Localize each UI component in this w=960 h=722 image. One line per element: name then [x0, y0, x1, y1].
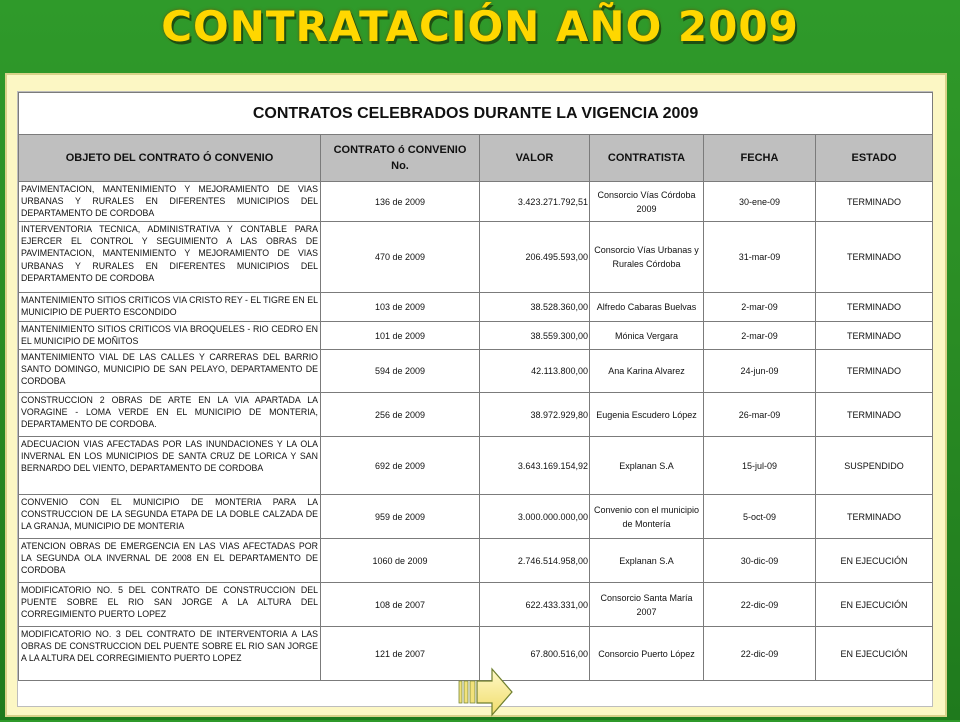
cell-objeto: MODIFICATORIO NO. 3 DEL CONTRATO DE INTERVENTORIA A LAS OBRAS DE CONSTRUCCION DEL PUENTE SOBRE EL RIO SAN JORGE A LA ALTURA DEL CORREGIMIENTO PUERTO LOPEZ	[19, 627, 321, 681]
cell-estado: TERMINADO	[816, 495, 933, 539]
cell-fecha: 31-mar-09	[704, 222, 816, 293]
cell-fecha: 24-jun-09	[704, 350, 816, 393]
cell-valor: 38.559.300,00	[480, 322, 590, 350]
cell-contratista: Alfredo Cabaras Buelvas	[590, 293, 704, 322]
cell-valor: 622.433.331,00	[480, 583, 590, 627]
cell-contratista: Mónica Vergara	[590, 322, 704, 350]
cell-valor: 42.113.800,00	[480, 350, 590, 393]
cell-fecha: 15-jul-09	[704, 437, 816, 495]
cell-contratista: Consorcio Santa María 2007	[590, 583, 704, 627]
contracts-table	[18, 92, 933, 681]
table-row	[19, 222, 933, 293]
cell-contratista: Consorcio Puerto López	[590, 627, 704, 681]
cell-valor: 38.528.360,00	[480, 293, 590, 322]
cell-numero: 108 de 2007	[321, 583, 480, 627]
cell-objeto: ADECUACION VIAS AFECTADAS POR LAS INUNDACIONES Y LA OLA INVERNAL EN LOS MUNICIPIOS DE SANTA CRUZ DE LORICA Y SAN BERNARDO DEL VIENTO, DEPARTAMENTO DE CORDOBA	[19, 437, 321, 495]
cell-estado: EN EJECUCIÓN	[816, 539, 933, 583]
cell-valor: 3.423.271.792,51	[480, 182, 590, 222]
table-row	[19, 182, 933, 222]
cell-numero: 470 de 2009	[321, 222, 480, 293]
cell-fecha: 22-dic-09	[704, 627, 816, 681]
cell-numero: 103 de 2009	[321, 293, 480, 322]
cell-estado: TERMINADO	[816, 322, 933, 350]
cell-contratista: Consorcio Vías Córdoba 2009	[590, 182, 704, 222]
cell-numero: 692 de 2009	[321, 437, 480, 495]
cell-contratista: Explanan S.A	[590, 437, 704, 495]
cell-contratista: Convenio con el municipio de Montería	[590, 495, 704, 539]
cell-estado: TERMINADO	[816, 393, 933, 437]
cell-fecha: 26-mar-09	[704, 393, 816, 437]
table-row	[19, 293, 933, 322]
cell-estado: EN EJECUCIÓN	[816, 627, 933, 681]
cell-contratista: Ana Karina Alvarez	[590, 350, 704, 393]
table-row	[19, 393, 933, 437]
cell-contratista: Eugenia Escudero López	[590, 393, 704, 437]
cell-objeto: INTERVENTORIA TECNICA, ADMINISTRATIVA Y CONTABLE PARA EJERCER EL CONTROL Y SEGUIMIENTO A LAS OBRAS DE PAVIMENTACION, MANTENIMIENTO Y MEJORAMIENTO DE VIAS URBANAS Y RURALES EN DIFERENTES MUNICIPIOS DEL DEPARTAMENTO DE CORDOBA	[19, 222, 321, 293]
cell-contratista: Consorcio Vías Urbanas y Rurales Córdoba	[590, 222, 704, 293]
cell-numero: 101 de 2009	[321, 322, 480, 350]
page-title: CONTRATACIÓN AÑO 2009	[161, 2, 799, 51]
cell-numero: 959 de 2009	[321, 495, 480, 539]
cell-fecha: 2-mar-09	[704, 322, 816, 350]
header-fecha: FECHA	[704, 135, 816, 182]
cell-objeto: ATENCION OBRAS DE EMERGENCIA EN LAS VIAS AFECTADAS POR LA SEGUNDA OLA INVERNAL DE 2008 EN EL DEPARTAMENTO DE CORDOBA	[19, 539, 321, 583]
cell-estado: TERMINADO	[816, 182, 933, 222]
cell-valor: 206.495.593,00	[480, 222, 590, 293]
cell-estado: TERMINADO	[816, 293, 933, 322]
cell-valor: 3.000.000.000,00	[480, 495, 590, 539]
cell-contratista: Explanan S.A	[590, 539, 704, 583]
cell-numero: 1060 de 2009	[321, 539, 480, 583]
cell-objeto: MODIFICATORIO NO. 5 DEL CONTRATO DE CONSTRUCCION DEL PUENTE SOBRE EL RIO SAN JORGE A LA ALTURA DEL CORREGIMIENTO PUERTO LOPEZ	[19, 583, 321, 627]
header-numero: CONTRATO ó CONVENIO No.	[321, 135, 480, 182]
cell-numero: 594 de 2009	[321, 350, 480, 393]
cell-objeto: MANTENIMIENTO VIAL DE LAS CALLES Y CARRERAS DEL BARRIO SANTO DOMINGO, MUNICIPIO DE SAN PELAYO, DEPARTAMENTO DE CORDOBA	[19, 350, 321, 393]
table-row	[19, 495, 933, 539]
cell-valor: 38.972.929,80	[480, 393, 590, 437]
table-row	[19, 539, 933, 583]
cell-objeto: CONVENIO CON EL MUNICIPIO DE MONTERIA PARA LA CONSTRUCCION DE LA SEGUNDA ETAPA DE LA DOBLE CALZADA DE LA GRANJA, MUNICIPIO DE MONTERIA	[19, 495, 321, 539]
cell-numero: 136 de 2009	[321, 182, 480, 222]
cell-estado: TERMINADO	[816, 350, 933, 393]
arrow-right-icon[interactable]	[458, 667, 514, 717]
contracts-sheet	[17, 91, 933, 707]
cell-objeto: MANTENIMIENTO SITIOS CRITICOS VIA CRISTO REY - EL TIGRE EN EL MUNICIPIO DE PUERTO ESCONDIDO	[19, 293, 321, 322]
table-row	[19, 322, 933, 350]
header-contratista: CONTRATISTA	[590, 135, 704, 182]
cell-fecha: 30-ene-09	[704, 182, 816, 222]
table-caption: CONTRATOS CELEBRADOS DURANTE LA VIGENCIA 2009	[19, 93, 933, 135]
cell-valor: 3.643.169.154,92	[480, 437, 590, 495]
cell-valor: 67.800.516,00	[480, 627, 590, 681]
cell-numero: 256 de 2009	[321, 393, 480, 437]
cell-objeto: CONSTRUCCION 2 OBRAS DE ARTE EN LA VIA APARTADA LA VORAGINE - LOMA VERDE EN EL MUNICIPIO DE MONTERIA, DEPARTAMENTO DE CORDOBA.	[19, 393, 321, 437]
cell-fecha: 2-mar-09	[704, 293, 816, 322]
table-row	[19, 437, 933, 495]
cell-valor: 2.746.514.958,00	[480, 539, 590, 583]
cell-fecha: 5-oct-09	[704, 495, 816, 539]
cell-estado: EN EJECUCIÓN	[816, 583, 933, 627]
header-valor: VALOR	[480, 135, 590, 182]
table-row	[19, 583, 933, 627]
cell-objeto: PAVIMENTACION, MANTENIMIENTO Y MEJORAMIENTO DE VIAS URBANAS Y RURALES EN DIFERENTES MUNICIPIOS DEL DEPARTAMENTO DE CORDOBA	[19, 182, 321, 222]
cell-fecha: 30-dic-09	[704, 539, 816, 583]
cell-numero: 121 de 2007	[321, 627, 480, 681]
cell-fecha: 22-dic-09	[704, 583, 816, 627]
header-objeto: OBJETO DEL CONTRATO Ó CONVENIO	[19, 135, 321, 182]
cell-objeto: MANTENIMIENTO SITIOS CRITICOS VIA BROQUELES - RIO CEDRO EN EL MUNICIPIO DE MOÑITOS	[19, 322, 321, 350]
cell-estado: SUSPENDIDO	[816, 437, 933, 495]
header-estado: ESTADO	[816, 135, 933, 182]
table-row	[19, 350, 933, 393]
cell-estado: TERMINADO	[816, 222, 933, 293]
